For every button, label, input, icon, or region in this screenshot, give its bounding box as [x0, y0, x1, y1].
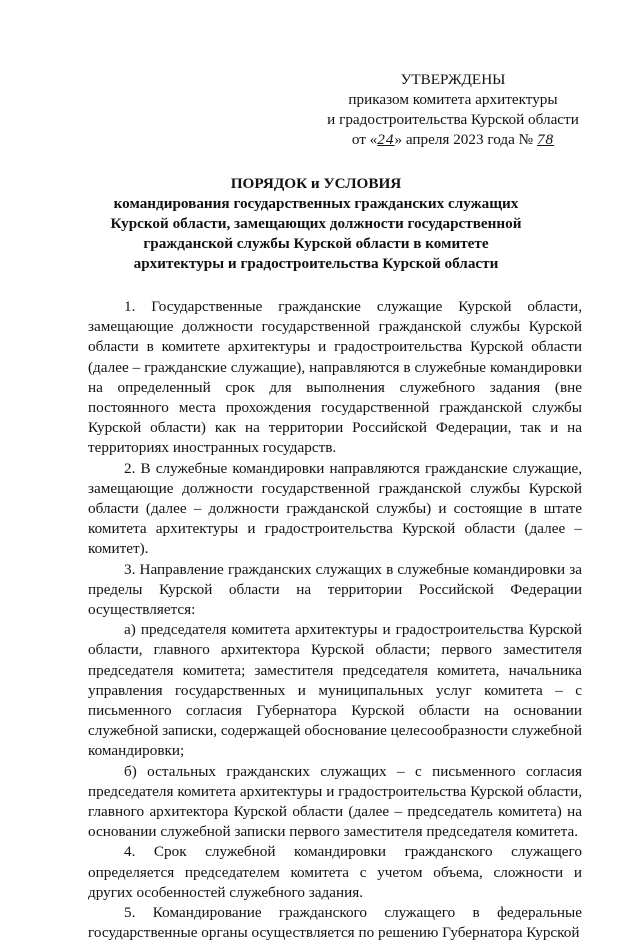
document-title	[60, 174, 572, 274]
paragraph-5: 5. Командирование гражданского служащего в федеральные государственные органы осуществляется по решению Губернатора Курской	[88, 904, 582, 942]
date-middle: » апреля 2023 года №	[394, 131, 534, 148]
paragraph-3a: а) председателя комитета архитектуры и градостроительства Курской области, главного архитектора Курской области; первого заместителя председателя комитета; заместителя председателя комитета, начальника управления государственных и муниципальных услуг комитета – с письменного согласия Губернатора Курской области на основании служебной записки, содержащей обоснование целесообразности служебной командировки;	[88, 621, 582, 760]
date-prefix: от «	[351, 131, 378, 148]
paragraph-3: 3. Направление гражданских служащих в служебные командировки за пределы Курской области на территории Российской Федерации осуществляется:	[88, 560, 582, 619]
paragraph-1: 1. Государственные гражданские служащие Курской области, замещающие должности государственной гражданской службы Курской области в комитете архитектуры и градостроительства Курской области (далее – гражданские служащие), направляются в служебные командировки на определенный срок для выполнения служебного задания (вне постоянного места прохождения государственной гражданской службы Курской области) как на территории Российской Федерации, так и на территориях иностранных государств.	[88, 298, 582, 457]
paragraph-3b: б) остальных гражданских служащих – с письменного согласия председателя комитета архитектуры и градостроительства Курской области, главного архитектора Курской области (далее – председатель комитета) на основании служебной записки первого заместителя председателя комитета.	[88, 762, 582, 841]
document-body	[88, 297, 582, 944]
approval-heading: УТВЕРЖДЕНЫ	[400, 71, 506, 88]
handwritten-number: 78	[536, 131, 555, 148]
title-line-3: Курской области, замещающих должности государственной	[110, 215, 522, 232]
approval-stamp	[318, 70, 588, 150]
handwritten-day: 24	[377, 131, 395, 148]
title-line-5: архитектуры и градостроительства Курской области	[133, 255, 499, 272]
title-line-2: командирования государственных гражданских служащих	[113, 195, 519, 212]
approval-order-line: приказом комитета архитектуры	[348, 91, 558, 108]
approval-date-line	[318, 130, 588, 150]
paragraph-2: 2. В служебные командировки направляются гражданские служащие, замещающие должности государственной гражданской службы Курской области (далее – должности гражданской службы) и состоящие в штате комитета архитектуры и градостроительства Курской области (далее – комитет).	[88, 459, 582, 558]
title-line-1: ПОРЯДОК и УСЛОВИЯ	[230, 175, 402, 192]
title-line-4: гражданской службы Курской области в комитете	[143, 235, 489, 252]
approval-committee-line: и градостроительства Курской области	[327, 111, 579, 128]
paragraph-4: 4. Срок служебной командировки гражданского служащего определяется председателем комитета с учетом объема, сложности и других особенностей служебного задания.	[88, 843, 582, 901]
